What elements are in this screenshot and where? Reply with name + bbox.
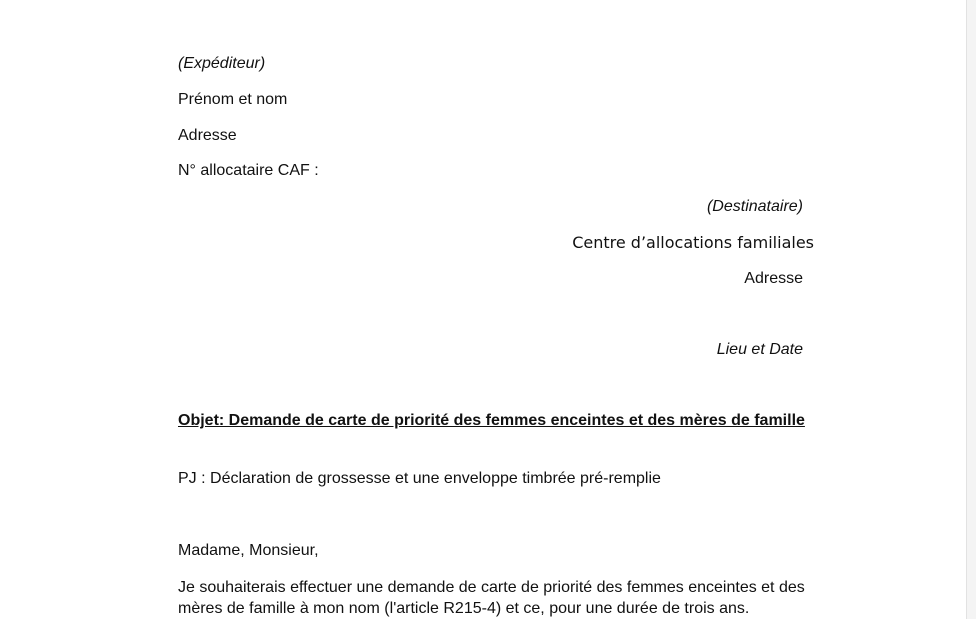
sender-heading: (Expéditeur) <box>178 55 266 72</box>
place-and-date: Lieu et Date <box>716 341 803 358</box>
sender-name: Prénom et nom <box>178 91 288 108</box>
attachments-line: PJ : Déclaration de grossesse et une enveloppe timbrée pré-remplie <box>178 470 661 487</box>
body-paragraph: Je souhaiterais effectuer une demande de carte de priorité des femmes enceintes et des mères de famille à mon nom (l'article R215-4) et ce, pour une durée de trois ans. <box>178 579 805 617</box>
recipient-heading: (Destinataire) <box>706 198 803 215</box>
sender-caf-number: N° allocataire CAF : <box>178 162 319 179</box>
salutation: Madame, Monsieur, <box>178 542 319 559</box>
sender-address: Adresse <box>178 127 237 144</box>
letter-subject: Objet: Demande de carte de priorité des femmes enceintes et des mères de famille <box>178 412 805 429</box>
recipient-address: Adresse <box>744 270 803 287</box>
recipient-organization: Centre d’allocations familiales <box>572 233 814 252</box>
